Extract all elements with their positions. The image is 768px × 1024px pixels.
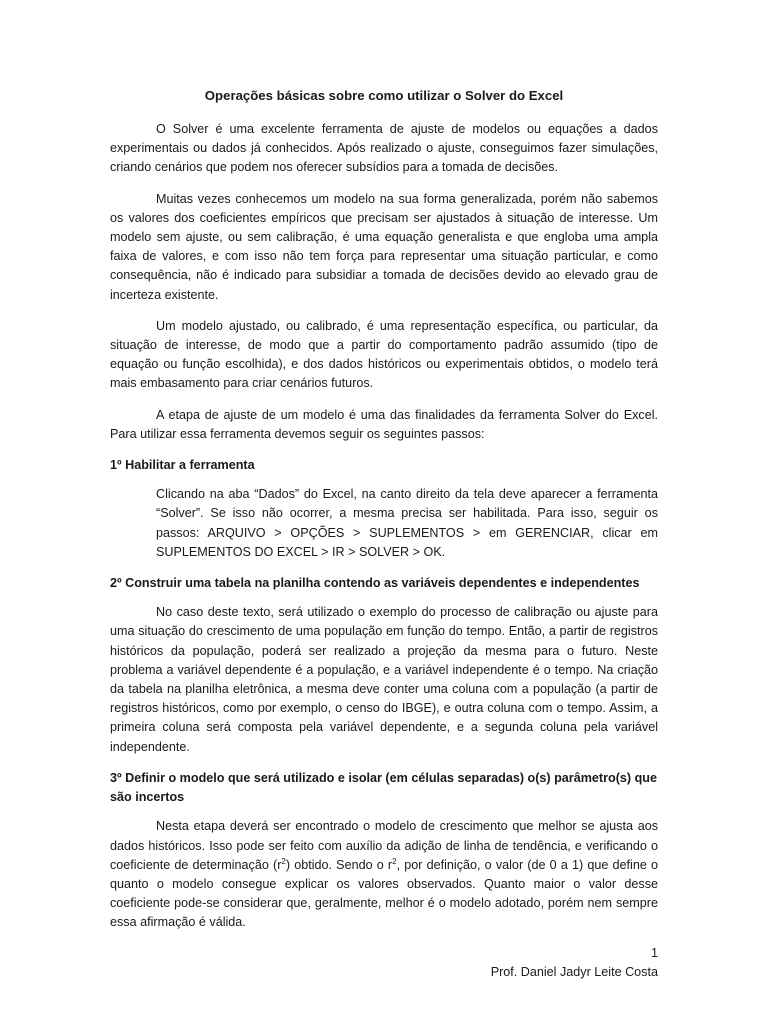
step-2-text: No caso deste texto, será utilizado o exemplo do processo de calibração ou ajuste para uma situação do crescimento de uma população em função do tempo. Então, a partir de registros históricos da população, poderá ser realizado a projeção da mesma para o futuro. Neste problema a variável dependente é a população, e a variável independente é o tempo. Na criação da tabela na planilha eletrônica, a mesma deve conter uma coluna com a população (a partir de registros históricos, como por exemplo, o censo do IBGE), e outra coluna com o tempo. Assim, a primeira coluna será composta pela variável dependente, e a segunda coluna pela variável independente. <box>110 605 658 754</box>
step-3-text-part-2: ) obtido. Sendo o r <box>285 857 393 872</box>
step-2-heading: 2º Construir uma tabela na planilha contendo as variáveis dependentes e independentes <box>110 576 640 591</box>
step-1-heading: 1º Habilitar a ferramenta <box>110 458 255 473</box>
document-title: Operações básicas sobre como utilizar o Solver do Excel <box>204 88 564 103</box>
page-footer <box>491 944 658 982</box>
paragraph-steps-intro: A etapa de ajuste de um modelo é uma das finalidades da ferramenta Solver do Excel. Para utilizar essa ferramenta devemos seguir os seguintes passos: <box>110 407 658 441</box>
paragraph-calibrated-model: Um modelo ajustado, ou calibrado, é uma representação específica, ou particular, da situação de interesse, de modo que a partir do comportamento padrão assumido (tipo de equação ou função escolhida), e dos dados históricos ou experimentais obtidos, o modelo terá mais embasamento para criar cenários futuros. <box>110 318 658 391</box>
paragraph-intro: O Solver é uma excelente ferramenta de ajuste de modelos ou equações a dados experimentais ou dados já conhecidos. Após realizado o ajuste, conseguimos fazer simulações, criando cenários que podem nos oferecer subsídios para a tomada de decisões. <box>110 122 658 175</box>
superscript-2: 2 <box>392 856 397 866</box>
step-3-text <box>110 817 658 932</box>
step-3-heading: 3º Definir o modelo que será utilizado e isolar (em células separadas) o(s) parâmetro(s) que são incertos <box>110 770 657 805</box>
footer-author: Prof. Daniel Jadyr Leite Costa <box>490 965 658 979</box>
paragraph-generalized-model: Muitas vezes conhecemos um modelo na sua forma generalizada, porém não sabemos os valores dos coeficientes empíricos que precisam ser ajustados à situação de interesse. Um modelo sem ajuste, ou sem calibração, é uma equação generalista e que engloba uma ampla faixa de valores, e com isso não tem força para representar uma situação particular, e como consequência, não é indicado para subsidiar a tomada de decisões devido ao elevado grau de incerteza existente. <box>110 191 658 302</box>
superscript-2: 2 <box>281 856 286 866</box>
step-1-text: Clicando na aba “Dados” do Excel, na canto direito da tela deve aparecer a ferramenta “Solver”. Se isso não ocorrer, a mesma precisa ser habilitada. Para isso, seguir os passos: ARQUIVO > OPÇÕES > SUPLEMENTOS > em GERENCIAR, clicar em SUPLEMENTOS DO EXCEL > IR > SOLVER > OK. <box>156 487 658 559</box>
page-number: 1 <box>650 946 658 960</box>
step-3-text-part-3: , por definição, o valor (de 0 a 1) que define o quanto o modelo consegue explicar os valores observados. Quanto maior o valor desse coeficiente pode-se considerar que, geralmente, melhor é o modelo adotado, porém nem sempre essa afirmação é válida. <box>110 857 658 930</box>
step-3-text-part-1: Nesta etapa deverá ser encontrado o modelo de crescimento que melhor se ajusta aos dados históricos. Isso pode ser feito com auxílio da adição de linha de tendência, e verificando o coeficiente de determinação (r <box>110 819 658 872</box>
